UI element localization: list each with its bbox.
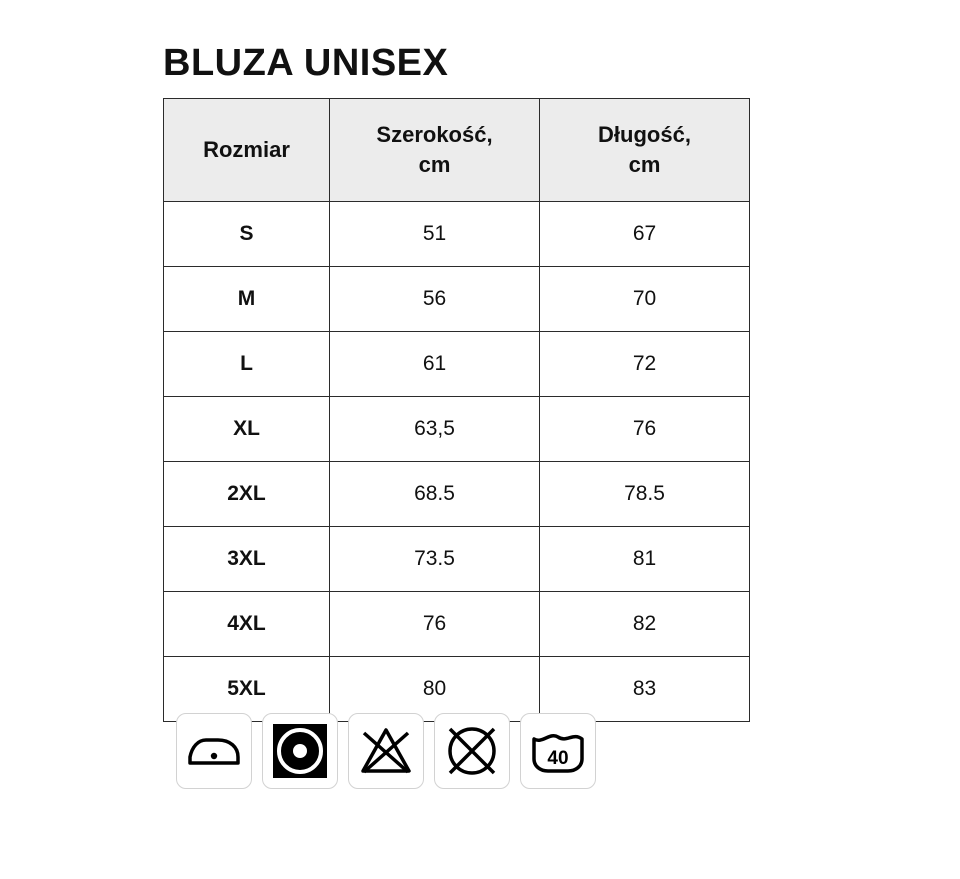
cell-width: 68.5 bbox=[330, 462, 540, 527]
page-title: BLUZA UNISEX bbox=[163, 42, 449, 84]
cell-width: 80 bbox=[330, 657, 540, 722]
table-row bbox=[164, 657, 750, 722]
cell-length: 83 bbox=[540, 657, 750, 722]
table-row bbox=[164, 527, 750, 592]
tumble-dry-icon bbox=[262, 713, 338, 789]
table-header bbox=[164, 99, 750, 202]
cell-width: 56 bbox=[330, 267, 540, 332]
cell-size: M bbox=[164, 267, 330, 332]
cell-width: 51 bbox=[330, 202, 540, 267]
column-header-length-line2: cm bbox=[628, 152, 661, 177]
column-header-length-line1: Długość, bbox=[598, 122, 691, 148]
cell-size: L bbox=[164, 332, 330, 397]
wash-40-icon bbox=[520, 713, 596, 789]
wash-temperature-label: 40 bbox=[547, 748, 569, 769]
column-header-width bbox=[330, 99, 540, 202]
cell-length: 82 bbox=[540, 592, 750, 657]
column-header-size-line1: Rozmiar bbox=[203, 137, 290, 163]
cell-length: 76 bbox=[540, 397, 750, 462]
cell-size: 5XL bbox=[164, 657, 330, 722]
cell-length: 67 bbox=[540, 202, 750, 267]
cell-size: XL bbox=[164, 397, 330, 462]
table-header-row bbox=[164, 99, 750, 202]
cell-length: 81 bbox=[540, 527, 750, 592]
table-row bbox=[164, 202, 750, 267]
cell-width: 63,5 bbox=[330, 397, 540, 462]
do-not-dry-clean-icon bbox=[434, 713, 510, 789]
cell-length: 72 bbox=[540, 332, 750, 397]
iron-low-heat-icon bbox=[176, 713, 252, 789]
cell-size: 2XL bbox=[164, 462, 330, 527]
table-row bbox=[164, 332, 750, 397]
column-header-size bbox=[164, 99, 330, 202]
column-header-length bbox=[540, 99, 750, 202]
column-header-width-line1: Szerokość, bbox=[376, 122, 493, 148]
do-not-bleach-icon bbox=[348, 713, 424, 789]
cell-size: S bbox=[164, 202, 330, 267]
cell-width: 61 bbox=[330, 332, 540, 397]
table-row bbox=[164, 462, 750, 527]
cell-size: 3XL bbox=[164, 527, 330, 592]
size-table bbox=[163, 98, 750, 722]
table-row bbox=[164, 592, 750, 657]
cell-width: 73.5 bbox=[330, 527, 540, 592]
care-symbols-row bbox=[176, 713, 596, 789]
cell-size: 4XL bbox=[164, 592, 330, 657]
cell-length: 78.5 bbox=[540, 462, 750, 527]
table-row bbox=[164, 397, 750, 462]
column-header-width-line2: cm bbox=[418, 152, 451, 177]
cell-width: 76 bbox=[330, 592, 540, 657]
cell-length: 70 bbox=[540, 267, 750, 332]
table-body bbox=[164, 202, 750, 722]
table-row bbox=[164, 267, 750, 332]
